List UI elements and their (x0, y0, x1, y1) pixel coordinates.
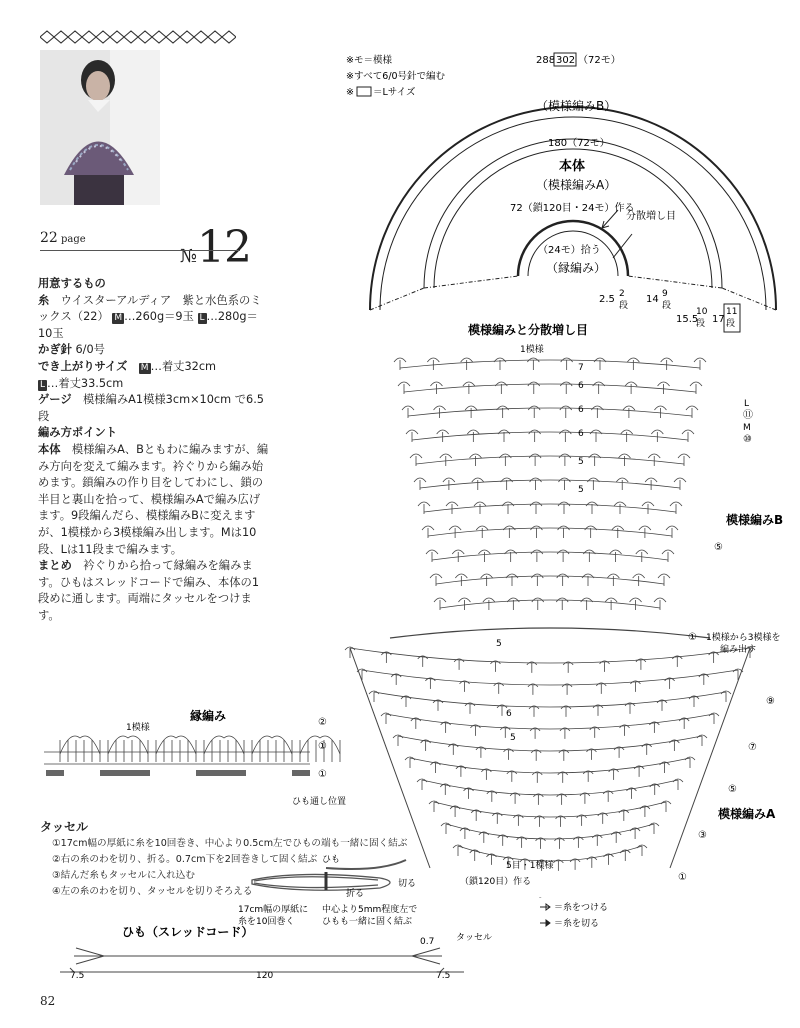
stitch-mark (400, 360, 700, 368)
note-hook: ※すべて6/0号針で編む (346, 71, 446, 82)
cord-right-value: 7.5 (436, 971, 451, 981)
body-label: 本体 (559, 159, 586, 174)
legend-cut: ＝糸を切る (554, 919, 600, 929)
tassel-cut-label: 切る (398, 879, 417, 889)
size-line: でき上がりサイズ M …着丈32cm L …着丈33.5cm (38, 359, 217, 390)
stitch-mark (436, 576, 664, 584)
pick-up-label: （24モ）拾う (538, 245, 601, 256)
count-2: 6 (578, 381, 584, 391)
count-9: 5 (510, 733, 516, 743)
page-number: 82 (40, 994, 56, 1008)
chart-title: 模様編みと分散増し目 (468, 323, 589, 337)
edging-row1a: ① (318, 741, 327, 752)
materials-title: 用意するもの (38, 277, 106, 290)
stitch-mark (374, 692, 726, 707)
stitch-mark (408, 408, 692, 416)
edging-mark (60, 736, 100, 754)
cord-top-value: 0.7 (420, 937, 435, 947)
size-m-badge: M (114, 313, 123, 324)
tassel-cord-label: ひも (322, 855, 341, 865)
stitch-mark (410, 758, 690, 773)
stitch-mark (350, 648, 750, 663)
stitch-mark (420, 480, 680, 488)
outer-top-value: 288 (536, 55, 556, 66)
points-body: 本体 模様編みA、Bともわに編みますが、編み方向を変えて編みます。衿ぐりから編み始めます。鎖編みの作り目をしてわにし、鎖の半目と裏山を拾って、模様編みAで編み広げます。9段編んだら、模様編みBに変えますが、1模様から3模様編み出します。Mは10段、Lは11段まで編みます。 (38, 442, 269, 556)
outer-top-l-value: 302 (556, 55, 576, 66)
edging-title: 縁編み (190, 709, 227, 723)
stitch-mark (404, 384, 696, 392)
edging-mark (108, 736, 148, 754)
stitch-mark (424, 504, 676, 512)
row7-marker: ⑦ (748, 742, 757, 753)
note-l-size: ＝Lサイズ (373, 87, 416, 98)
chain-120-label: （鎖120目）作る (460, 877, 532, 887)
tassel-step-2: ②右の糸のわを切り、折る。0.7cm下を2回巻きして固く結ぶ (52, 854, 318, 865)
pattern-a-chart-label: 模様編みA (718, 807, 776, 821)
legend (536, 898, 666, 932)
tassel-step-4: ④左の糸のわを切り、タッセルを切りそろえる (52, 886, 253, 897)
r1-unit: 段 (619, 301, 629, 311)
tassel-tie1: 中心より5mm程度左で (322, 905, 418, 915)
points-finish: まとめ 衿ぐりから拾って縁編みを編みます。ひもはスレッドコードで編み、本体の1段めに通します。両端にタッセルをつけます。 (38, 559, 260, 622)
count-1: 7 (578, 363, 584, 373)
page-reference: 22 page (40, 230, 86, 246)
row-m-marker: ⑩ (743, 434, 752, 445)
r1-value: 2.5 (599, 294, 615, 305)
pattern-number: №12 (180, 222, 252, 273)
legend-attach: ＝糸をつける (554, 903, 609, 913)
stitch-mark (390, 628, 710, 638)
r3-unit-l: 段 (726, 319, 736, 329)
r2-unit: 段 (662, 301, 672, 311)
edging-mark (252, 736, 292, 754)
stitch-mark (446, 824, 654, 839)
count-3: 6 (578, 405, 584, 415)
model-photo (40, 50, 160, 205)
yarn-line: 糸 ウイスターアルディア 紫と水色系のミックス（22） M …260g＝9玉 L …280g＝10玉 (38, 293, 262, 340)
stitch-mark (440, 600, 660, 608)
edging-row1b: ① (318, 769, 327, 780)
tassel-wrap2: 糸を10回巻く (238, 917, 295, 927)
count-7: 5 (496, 639, 502, 649)
tassel-fold-label: 折る (346, 889, 365, 899)
size-l-badge: L (199, 313, 205, 324)
stitch-mark (422, 780, 678, 795)
row9-marker: ⑨ (766, 696, 775, 707)
edging-row2: ② (318, 717, 327, 728)
schematic-diagram (340, 48, 800, 338)
tassel-wrap1: 17cm幅の厚紙に (238, 905, 309, 915)
stitch-mark (386, 714, 714, 729)
count-4: 6 (578, 429, 584, 439)
pattern-b-chart-label: 模様編みB (726, 513, 784, 527)
count-5: 5 (578, 457, 584, 467)
cord-left-value: 7.5 (70, 971, 85, 981)
row-l-marker: ⑪ (743, 410, 753, 421)
r3-unit-m: 段 (696, 319, 706, 329)
r2-rows: 9 (662, 289, 668, 299)
r3-m-rows: 10 (696, 307, 708, 317)
row5-b-marker: ⑤ (714, 542, 723, 553)
size-m-label: M (743, 423, 751, 433)
edging-mark (204, 736, 244, 754)
pattern-a-label: （模様編みA） (536, 178, 617, 192)
outer-top-unit: （72モ） (578, 55, 621, 66)
five-stitch-label: 5目・1模様 (506, 861, 554, 871)
pattern-b-label: （模様編みB） (536, 99, 617, 113)
row5-a-marker: ⑤ (728, 784, 737, 795)
edge-label: （縁編み） (546, 261, 607, 275)
edging-one-repeat: 1模様 (126, 723, 150, 733)
stitch-chart (300, 318, 800, 898)
row1-a-marker: ① (678, 872, 687, 883)
row1-b-marker: ① (688, 632, 697, 643)
r3-l-value: 17 (712, 314, 725, 325)
edging-mark (156, 736, 196, 754)
row3-marker: ③ (698, 830, 707, 841)
size-l-label: L (744, 399, 750, 409)
count-6: 5 (578, 485, 584, 495)
hook-line: かぎ針 6/0号 (38, 343, 105, 357)
instructions (38, 276, 270, 624)
decorative-border (40, 30, 236, 44)
cord-position-label: ひも通し位置 (292, 797, 347, 807)
stitch-mark (412, 432, 688, 440)
r2-value: 14 (646, 294, 659, 305)
title-rule (40, 250, 240, 251)
stitch-mark (458, 846, 642, 861)
r3-value: 15.5 (676, 314, 699, 325)
tassel-tie2: ひもも一緒に固く結ぶ (322, 917, 413, 927)
stitch-mark (416, 456, 684, 464)
note-box-prefix: ※ (346, 87, 354, 98)
stitch-mark (428, 528, 672, 536)
from-one-label2: 編み出す (720, 645, 757, 655)
cord-mid-value: 120 (256, 971, 274, 981)
stitch-mark (434, 802, 666, 817)
cord-title: ひも（スレッドコード） (122, 925, 254, 939)
spread-increase-label: 分散増し目 (626, 211, 676, 222)
stitch-mark (670, 648, 750, 868)
tassel-step-1: ①17cm幅の厚紙に糸を10回巻き、中心より0.5cm左でひもの端も一緒に固く結ぶ (52, 838, 408, 849)
edging-chart (40, 708, 360, 808)
mid-top-value: 180（72モ） (548, 138, 610, 149)
from-one-label: 1模様から3模様を (706, 633, 781, 643)
cord-diagram (40, 922, 500, 982)
tassel-step-3: ③結んだ糸もタッセルに入れ込む (52, 870, 195, 881)
tassel-title: タッセル (40, 820, 89, 834)
stitch-mark (362, 670, 738, 685)
r3-l-rows: 11 (726, 307, 738, 317)
count-8: 6 (506, 709, 512, 719)
cast-on-label: 72（鎖120目・24モ）作る (510, 203, 635, 214)
stitch-mark (398, 736, 702, 751)
stitch-mark (432, 552, 668, 560)
note-mo: ※モ＝模様 (346, 55, 392, 66)
stitch-mark (350, 648, 430, 868)
chart-one-repeat: 1模様 (520, 345, 544, 355)
gauge-line: ゲージ 模様編みA1模様3cm×10cm で6.5段 (38, 393, 264, 423)
cord-tassel-label: タッセル (456, 933, 493, 943)
points-title: 編み方ポイント (38, 426, 118, 440)
r1-rows: 2 (619, 289, 625, 299)
